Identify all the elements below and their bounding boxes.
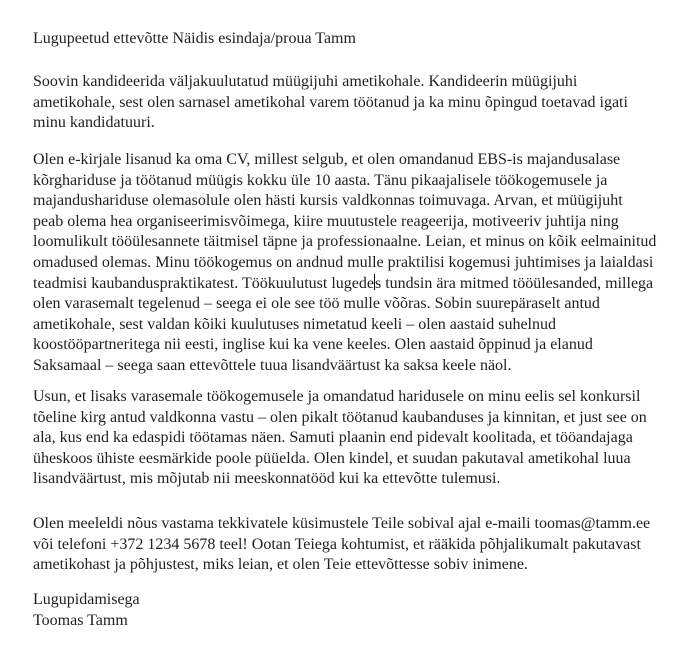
text-before-caret: teadmisi kaubanduspraktikatest. Töökuulutust lugede bbox=[33, 274, 374, 292]
contact-paragraph bbox=[33, 514, 650, 576]
text-line[interactable]: Olen meeleldi nõus vastama tekkivatele küsimustele Teile sobival ajal e-maili toomas@tamm.ee bbox=[33, 515, 651, 532]
text-line[interactable]: Soovin kandideerida väljakuulutatud müügijuhi ametikohale. Kandideerin müügijuhi bbox=[33, 73, 578, 90]
text-line[interactable]: omadused olemas. Minu töökogemus on andnud mulle praktilisi kogemusi juhtimises ja laialdasi bbox=[33, 253, 654, 271]
text-line[interactable]: majandushariduse olemasolule olen hästi kursis valdkonnas toimuvaga. Arvan, et müügijuht bbox=[33, 192, 623, 210]
text-line[interactable]: ala, kus end ka edaspidi töötamas näen. Samuti plaanin end pidevalt koolitada, et tööandajaga bbox=[33, 429, 633, 447]
text-line[interactable]: lisandväärtust, mis mõjutab nii meeskonnatööd kui ka ettevõtte tulemusi. bbox=[33, 470, 501, 488]
salutation-line[interactable]: Lugupeetud ettevõtte Näidis esindaja/proua Tamm bbox=[33, 30, 356, 47]
text-line[interactable]: tõeline kirg antud valdkonna vastu – olen pikalt töötanud kaubanduses ja kinnitan, et just see on bbox=[33, 408, 647, 426]
experience-paragraph bbox=[33, 150, 656, 377]
text-line[interactable]: kõrghariduse ja töötanud müügis kokku üle 10 aasta. Tänu pikaajalisele töökogemusele ja bbox=[33, 171, 608, 189]
text-line[interactable]: Olen e-kirjale lisanud ka oma CV, millest selgub, et olen omandanud EBS-is majandusalase bbox=[33, 151, 621, 168]
text-line[interactable]: koostööpartneritega nii eesti, inglise kui ka vene keeles. Olen aastaid õppinud ja elanud bbox=[33, 336, 593, 354]
text-line-with-cursor[interactable] bbox=[33, 274, 656, 295]
closing-line[interactable]: Lugupidamisega bbox=[33, 591, 140, 608]
motivation-paragraph bbox=[33, 387, 647, 490]
text-after-caret: s tundsin ära mitmed tööülesanded, millega bbox=[374, 274, 654, 292]
text-line[interactable]: loomulikult tööülesannete täitmisel täpne ja professionaalne. Leian, et minus on kõik eelmainitud bbox=[33, 233, 657, 251]
text-line[interactable]: peab olema hea organiseerimisvõimega, kiire muutustele reageerija, motiveeriv juhtija ning bbox=[33, 212, 619, 230]
intro-paragraph bbox=[33, 72, 628, 134]
text-line[interactable]: üheskoos ühiste eesmärkide poole püüelda. Olen kindel, et suudan pakutaval ametikohal luua bbox=[33, 449, 631, 467]
text-line[interactable]: või telefoni +372 1234 5678 teel! Ootan Teiega kohtumist, et rääkida põhjalikumalt pakutavast bbox=[33, 535, 641, 553]
signature-line[interactable]: Toomas Tamm bbox=[33, 611, 128, 629]
text-line[interactable]: ametikohale, sest valdan kõiki kuulutuses nimetatud keeli – olen aastaid suhelnud bbox=[33, 315, 556, 333]
text-line[interactable]: olen varasemalt tegelenud – seega ei ole see töö mulle võõras. Sobin suurepäraselt antud bbox=[33, 295, 600, 313]
text-line[interactable]: ametikohast ja põhjustest, miks leian, et olen Teie ettevõttesse sobiv inimene. bbox=[33, 556, 528, 574]
text-line[interactable]: Saksamaal – seega saan ettevõttele tuua lisandväärtust ka saksa keele näol. bbox=[33, 356, 512, 374]
text-line[interactable]: ametikohale, sest olen sarnasel ametikohal varem töötanud ja ka minu õpingud toetavad igati bbox=[33, 93, 628, 111]
salutation-paragraph bbox=[33, 29, 356, 50]
text-line[interactable]: minu kandidatuuri. bbox=[33, 114, 155, 132]
text-line[interactable]: Usun, et lisaks varasemale töökogemusele ja omandatud haridusele on minu eelis sel konkursil bbox=[33, 388, 641, 405]
signoff-paragraph bbox=[33, 590, 140, 631]
